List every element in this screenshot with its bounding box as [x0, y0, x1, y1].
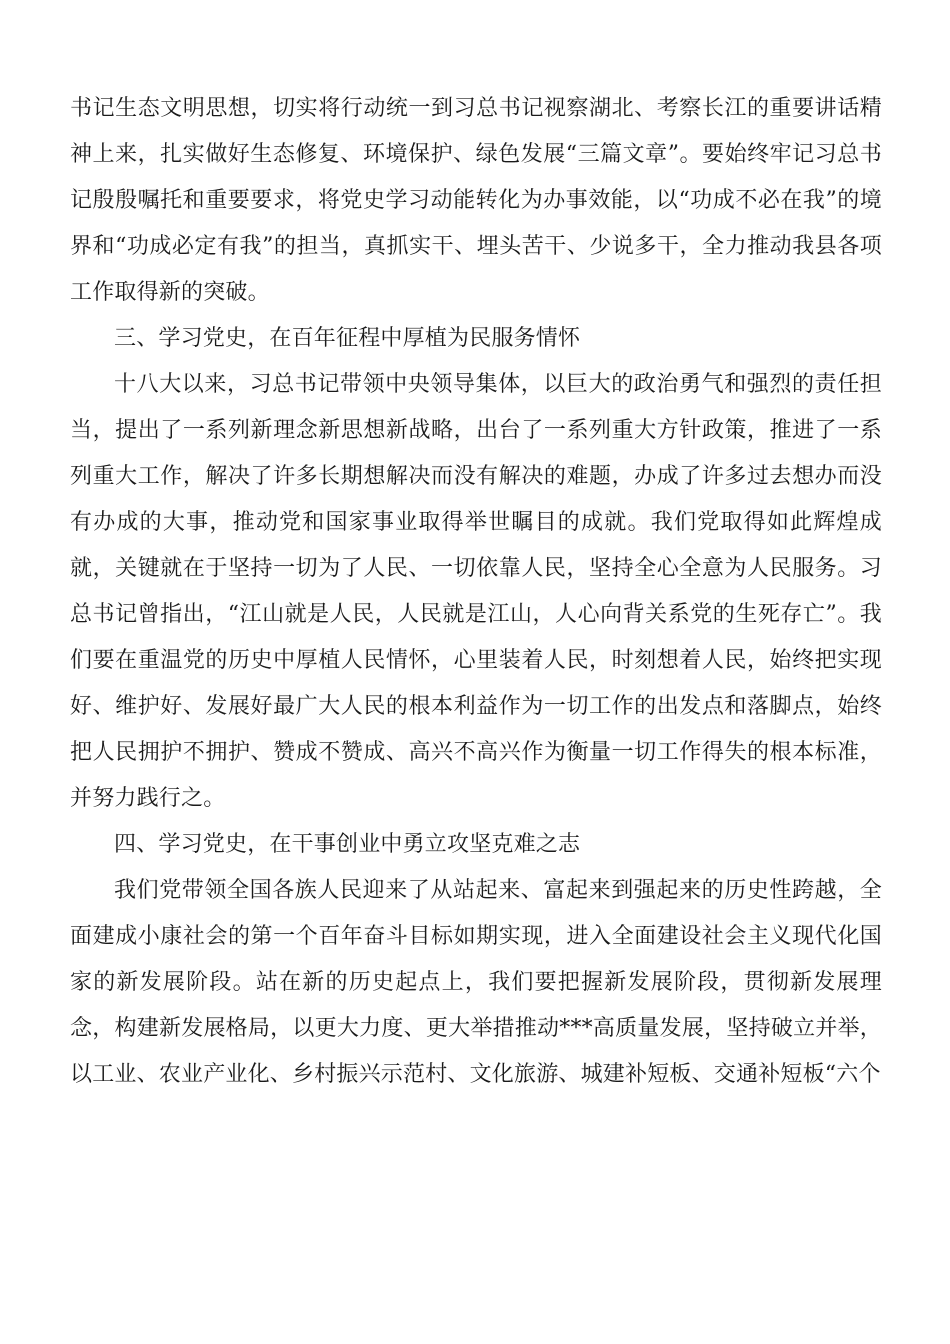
section-heading-4: 四、学习党史，在干事创业中勇立攻坚克难之志 — [114, 832, 581, 857]
paragraph-continued: 书记生态文明思想，切实将行动统一到习总书记视察湖北、考察长江的重要讲话精神上来，扎实做好生态修复、环境保护、绿色发展“三篇文章”。要始终牢记习总书记殷殷嘱托和重要要求，将党史学习动能转化为办事效能，以“功成不必在我”的境界和“功成必定有我”的担当，真抓实干、埋头苦干、少说多干，全力推动我县各项工作取得新的突破。 — [70, 96, 882, 305]
paragraph-section-4: 我们党带领全国各族人民迎来了从站起来、富起来到强起来的历史性跨越，全面建成小康社会的第一个百年奋斗目标如期实现，进入全面建设社会主义现代化国家的新发展阶段。站在新的历史起点上，我们要把握新发展阶段，贯彻新发展理念，构建新发展格局，以更大力度、更大举措推动***高质量发展，坚持破立并举，以工业、农业产业化、乡村振兴示范村、文化旅游、城建补短板、交通补短板“六个 — [70, 878, 882, 1087]
document-body — [70, 86, 882, 1098]
paragraph-section-3: 十八大以来，习总书记带领中央领导集体，以巨大的政治勇气和强烈的责任担当，提出了一系列新理念新思想新战略，出台了一系列重大方针政策，推进了一系列重大工作，解决了许多长期想解决而没有解决的难题，办成了许多过去想办而没有办成的大事，推动党和国家事业取得举世瞩目的成就。我们党取得如此辉煌成就，关键就在于坚持一切为了人民、一切依靠人民，坚持全心全意为人民服务。习总书记曾指出，“江山就是人民，人民就是江山，人心向背关系党的生死存亡”。我们要在重温党的历史中厚植人民情怀，心里装着人民，时刻想着人民，始终把实现好、维护好、发展好最广大人民的根本利益作为一切工作的出发点和落脚点，始终把人民拥护不拥护、赞成不赞成、高兴不高兴作为衡量一切工作得失的根本标准，并努力践行之。 — [70, 372, 882, 811]
section-heading-3: 三、学习党史，在百年征程中厚植为民服务情怀 — [114, 326, 581, 351]
